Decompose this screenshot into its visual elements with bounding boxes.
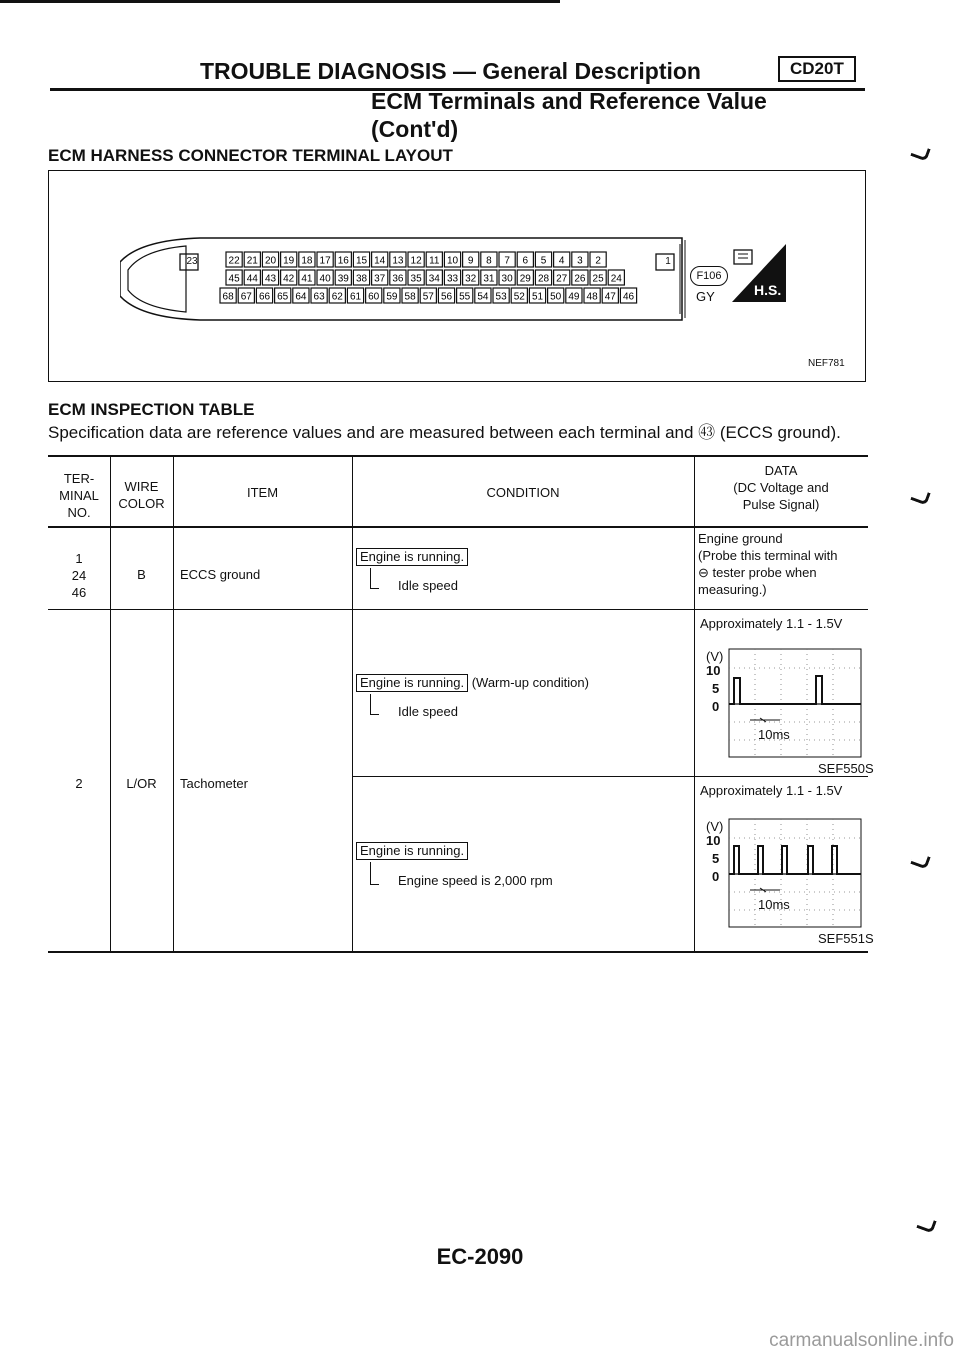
connector-pin-label: 12 xyxy=(410,255,422,267)
connector-pin-label: 39 xyxy=(337,273,349,285)
connector-id-badge xyxy=(690,266,728,286)
row2-terminal: 2 xyxy=(75,776,83,791)
connector-pin-label: 63 xyxy=(313,291,325,303)
connector-pin-label: 22 xyxy=(228,255,240,267)
condition-label: Engine is running. xyxy=(356,548,468,566)
row2b-condition-sub: Engine speed is 2,000 rpm xyxy=(398,873,553,888)
row2b-data: Approximately 1.1 - 1.5V xyxy=(700,783,843,798)
connector-pin-label: 4 xyxy=(558,255,565,267)
col-header-item: ITEM xyxy=(246,485,279,500)
row1-wire: B xyxy=(137,567,146,582)
connector-pin-label: 46 xyxy=(622,291,635,303)
connector-pin-label: 32 xyxy=(465,273,477,285)
connector-pin-label: 60 xyxy=(368,291,380,303)
connector-pin-label: 11 xyxy=(429,255,440,267)
watermark: carmanualsonline.info xyxy=(769,1330,954,1351)
connector-pin-label: 45 xyxy=(228,273,240,285)
connector-pin-label: 10 xyxy=(446,255,459,267)
connector-pin-label: 35 xyxy=(410,273,422,285)
table-top-rule xyxy=(48,455,868,457)
row1-condition-sub: Idle speed xyxy=(398,578,458,593)
connector-pin-label: 21 xyxy=(246,255,258,267)
condition-extra: (Warm-up condition) xyxy=(471,675,589,690)
connector-pin-label: 41 xyxy=(301,273,313,285)
connector-pin-label: 2 xyxy=(595,255,601,267)
scope-b-unit: (V) xyxy=(706,819,724,834)
connector-pin-label: 62 xyxy=(331,291,343,303)
row2b-condition-box xyxy=(356,842,468,860)
connector-pin-label: 27 xyxy=(556,273,568,285)
section-subtitle: ECM Terminals and Reference Value xyxy=(371,88,767,114)
condition-label: Engine is running. xyxy=(356,674,468,692)
scope-a-y5: 5 xyxy=(712,681,720,696)
connector-pin-label: 58 xyxy=(404,291,416,303)
page-number: EC-2090 xyxy=(436,1244,524,1269)
spec-note: Specification data are reference values and are measured between each terminal and ㊸ (ECCS ground). xyxy=(48,423,841,442)
connector-pin-label: 56 xyxy=(440,291,453,303)
connector-pin-label: 18 xyxy=(301,255,313,267)
col-divider xyxy=(694,457,695,951)
connector-pin-label: 54 xyxy=(477,291,489,303)
revision-mark xyxy=(910,851,930,869)
right-pin-label: 1 xyxy=(665,256,671,267)
connector-pin-label: 29 xyxy=(519,273,531,285)
connector-pin-label: 7 xyxy=(504,255,510,267)
connector-color: GY xyxy=(696,289,715,304)
scope-a-y0: 0 xyxy=(712,699,720,714)
connector-pin-label: 43 xyxy=(264,273,277,285)
connector-pin-label: 67 xyxy=(240,291,252,303)
row2-split-rule xyxy=(352,776,868,777)
scope-a-y10: 10 xyxy=(706,663,721,678)
connector-pin-label: 3 xyxy=(577,255,583,267)
col-header-data: DATA (DC Voltage and Pulse Signal) xyxy=(733,463,829,512)
row2-wire: L/OR xyxy=(126,776,157,791)
revision-mark xyxy=(910,143,930,161)
engine-code-badge: CD20T xyxy=(778,56,856,82)
scope-b-y5: 5 xyxy=(712,851,720,866)
connector-pin-label: 57 xyxy=(422,291,434,303)
connector-pin-label: 14 xyxy=(374,255,386,267)
scope-b-figure: SEF551S xyxy=(818,931,874,946)
connector-pin-label: 61 xyxy=(349,291,362,303)
connector-pin-label: 13 xyxy=(392,255,404,267)
connector-pin-label: 37 xyxy=(374,273,386,285)
connector-id: F106 xyxy=(696,270,722,282)
connector-pin-label: 28 xyxy=(537,273,550,285)
connector-pin-label: 65 xyxy=(277,291,289,303)
revision-mark xyxy=(916,1215,936,1233)
connector-pin-label: 59 xyxy=(386,291,398,303)
col-divider xyxy=(110,457,111,951)
connector-pin-label: 66 xyxy=(258,291,271,303)
connector-pin-label: 34 xyxy=(428,273,440,285)
row2a-data: Approximately 1.1 - 1.5V xyxy=(700,616,843,631)
scope-b-time: 10ms xyxy=(758,897,790,912)
connector-pin-label: 55 xyxy=(459,291,471,303)
section-subtitle-cont: (Cont'd) xyxy=(371,116,459,142)
connector-pin-label: 36 xyxy=(392,273,404,285)
table-bottom-rule xyxy=(48,951,868,953)
scope-b-y0: 0 xyxy=(712,869,720,884)
scope-a-figure: SEF550S xyxy=(818,761,874,776)
connector-pin-label: 6 xyxy=(522,255,529,267)
scope-b-waveform xyxy=(728,818,862,928)
connector-pin-label: 49 xyxy=(568,291,580,303)
col-header-terminal: TER- MINAL NO. xyxy=(59,471,99,520)
connector-pin-label: 25 xyxy=(592,273,604,285)
row1-data: Engine ground (Probe this terminal with ⊖ tester probe when measuring.) xyxy=(698,531,838,597)
col-divider xyxy=(352,457,353,951)
scope-a-unit: (V) xyxy=(706,649,724,664)
connector-pin-label: 15 xyxy=(355,255,368,267)
connector-pin-label: 19 xyxy=(283,255,295,267)
scope-b-y10: 10 xyxy=(706,833,721,848)
revision-mark xyxy=(910,487,930,505)
row1-condition-bracket xyxy=(370,568,379,589)
scope-a-waveform xyxy=(728,648,862,758)
connector-pin-label: 30 xyxy=(501,273,513,285)
row2-item: Tachometer xyxy=(180,776,248,791)
col-divider xyxy=(173,457,174,951)
connector-pin-label: 17 xyxy=(319,255,331,267)
connector-pin-label: 31 xyxy=(483,273,495,285)
connector-pin-label: 47 xyxy=(604,291,616,303)
condition-label: Engine is running. xyxy=(356,842,468,860)
connector-pin-label: 40 xyxy=(319,273,331,285)
row1-terminal: 1 24 46 xyxy=(71,551,87,600)
col-header-condition: CONDITION xyxy=(486,485,560,500)
connector-pin-label: 24 xyxy=(610,273,622,285)
connector-pin-label: 42 xyxy=(283,273,295,285)
connector-pin-label: 16 xyxy=(337,255,349,267)
top-edge-rule xyxy=(0,0,560,3)
row2a-condition xyxy=(356,674,589,692)
left-pin-label: 23 xyxy=(186,256,198,267)
scope-a-time: 10ms xyxy=(758,727,790,742)
row1-item: ECCS ground xyxy=(180,567,261,582)
connector-pin-label: 26 xyxy=(574,273,586,285)
col-header-wire: WIRE COLOR xyxy=(118,479,165,511)
connector-pin-label: 51 xyxy=(531,291,544,303)
row1-rule xyxy=(48,609,868,610)
connector-pin-label: 20 xyxy=(264,255,277,267)
connector-pin-label: 64 xyxy=(295,291,307,303)
connector-pin-label: 8 xyxy=(486,255,492,267)
connector-pin-label: 50 xyxy=(550,291,562,303)
row1-condition-box xyxy=(356,548,468,566)
row2b-condition-bracket xyxy=(370,862,379,885)
connector-pin-label: 33 xyxy=(446,273,459,285)
connector-pin-label: 5 xyxy=(540,255,547,267)
row2a-condition-sub: Idle speed xyxy=(398,704,458,719)
connector-pin-label: 9 xyxy=(467,255,474,267)
connector-pin-label: 38 xyxy=(355,273,368,285)
connector-pin-label: 53 xyxy=(495,291,507,303)
figure-code: NEF781 xyxy=(808,358,845,369)
table-header-rule xyxy=(48,526,868,528)
connector-pin-label: 44 xyxy=(246,273,258,285)
inspection-heading: ECM INSPECTION TABLE xyxy=(48,400,255,419)
row2a-condition-bracket xyxy=(370,694,379,715)
connector-pin-label: 68 xyxy=(222,291,234,303)
connector-pin-label: 48 xyxy=(586,291,598,303)
connector-pin-label: 52 xyxy=(513,291,525,303)
page-title: TROUBLE DIAGNOSIS — General Description xyxy=(200,58,701,84)
layout-heading: ECM HARNESS CONNECTOR TERMINAL LAYOUT xyxy=(48,146,453,165)
hs-label: H.S. xyxy=(754,282,782,298)
